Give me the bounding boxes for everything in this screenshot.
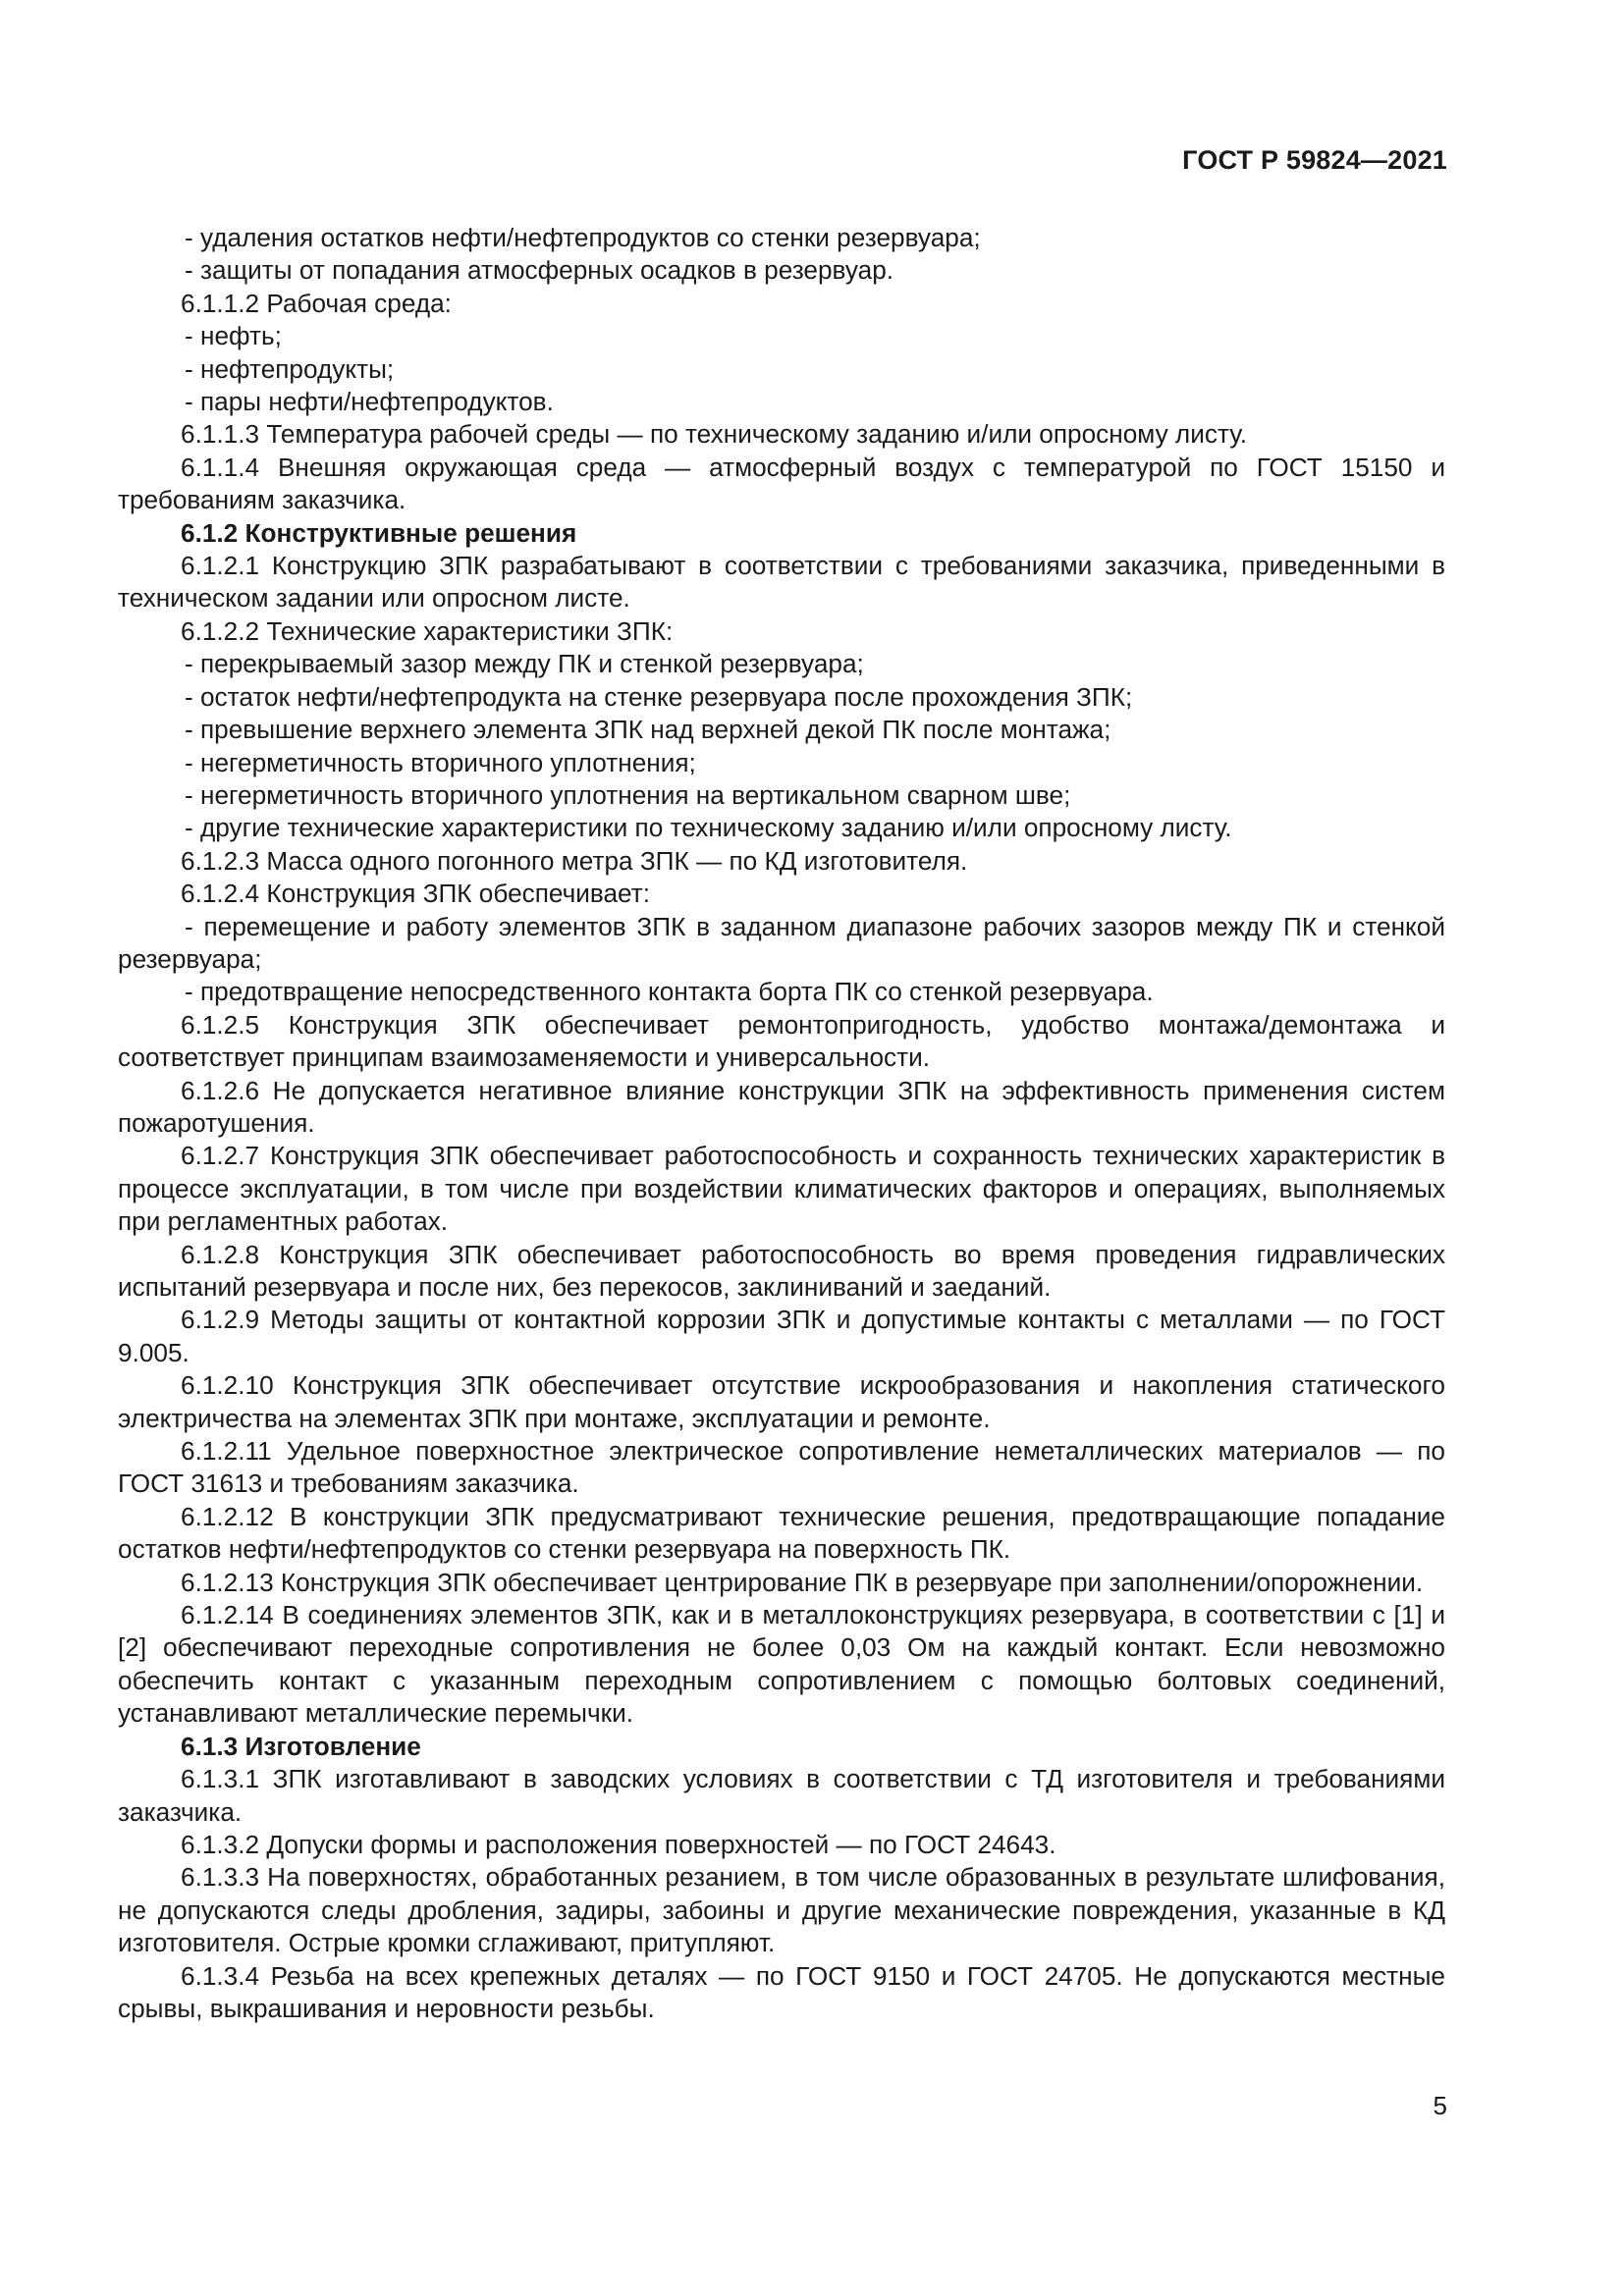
paragraph: 6.1.2.1 Конструкцию ЗПК разрабатывают в соответствии с требованиями заказчика, приведенными в техническом задании или опросном листе.: [118, 551, 1445, 614]
section-heading: 6.1.3 Изготовление: [181, 1731, 421, 1761]
list-item: - нефтепродукты;: [185, 353, 395, 384]
paragraph: 6.1.1.4 Внешняя окружающая среда — атмосферный воздух с температурой по ГОСТ 15150 и требованиям заказчика.: [118, 452, 1445, 515]
paragraph: 6.1.2.8 Конструкция ЗПК обеспечивает работоспособность во время проведения гидравлических испытаний резервуара и после них, без перекосов, заклиниваний и заеданий.: [118, 1239, 1445, 1302]
list-item: - перемещение и работу элементов ЗПК в заданном диапазоне рабочих зазоров между ПК и стенкой резервуара;: [118, 911, 1445, 974]
paragraph: 6.1.2.10 Конструкция ЗПК обеспечивает отсутствие искрообразования и накопления статического электричества на элементах ЗПК при монтаже, эксплуатации и ремонте.: [118, 1370, 1445, 1433]
paragraph: 6.1.3.3 На поверхностях, обработанных резанием, в том числе образованных в результате шлифования, не допускаются следы дробления, задиры, забоины и другие механические повреждения, указанные в КД изготовителя. Острые кромки сглаживают, притупляют.: [118, 1862, 1445, 1958]
paragraph: 6.1.2.7 Конструкция ЗПК обеспечивает работоспособность и сохранность технических характеристик в процессе эксплуатации, в том числе при воздействии климатических факторов и операциях, выполняемых при регламентных работах.: [118, 1141, 1445, 1237]
paragraph: 6.1.2.4 Конструкция ЗПК обеспечивает:: [181, 879, 651, 909]
list-item: - негерметичность вторичного уплотнения на вертикальном сварном шве;: [185, 779, 1071, 810]
paragraph: 6.1.3.1 ЗПК изготавливают в заводских условиях в соответствии с ТД изготовителя и требованиями заказчика.: [118, 1764, 1445, 1827]
paragraph: 6.1.2.14 В соединениях элементов ЗПК, как и в металлоконструкциях резервуара, в соответствии с [1] и [2] обеспечивают переходные сопротивления не более 0,03 Ом на каждый контакт. Если невозможно обеспечить контакт с указанным переходным сопротивлением с помощью болтовых соединений, устанавливают металлические перемычки.: [118, 1600, 1445, 1729]
list-item: - предотвращение непосредственного контакта борта ПК со стенкой резервуара.: [185, 977, 1154, 1007]
paragraph: 6.1.2.6 Не допускается негативное влияние конструкции ЗПК на эффективность применения систем пожаротушения.: [118, 1075, 1445, 1138]
paragraph: 6.1.3.2 Допуски формы и расположения поверхностей — по ГОСТ 24643.: [181, 1829, 1056, 1859]
document-header: ГОСТ Р 59824—2021: [1182, 145, 1447, 175]
list-item: - превышение верхнего элемента ЗПК над верхней декой ПК после монтажа;: [185, 715, 1111, 745]
list-item: - нефть;: [185, 321, 282, 351]
paragraph: 6.1.2.12 В конструкции ЗПК предусматривают технические решения, предотвращающие попадание остатков нефти/нефтепродуктов со стенки резервуара на поверхность ПК.: [118, 1501, 1445, 1565]
list-item: - удаления остатков нефти/нефтепродуктов со стенки резервуара;: [185, 223, 981, 252]
list-item: - негерметичность вторичного уплотнения;: [185, 747, 696, 777]
paragraph: 6.1.2.9 Методы защиты от контактной коррозии ЗПК и допустимые контакты с металлами — по ГОСТ 9.005.: [118, 1305, 1445, 1367]
paragraph: 6.1.2.11 Удельное поверхностное электрическое сопротивление неметаллических материалов — по ГОСТ 31613 и требованиям заказчика.: [118, 1436, 1445, 1499]
paragraph: 6.1.1.3 Температура рабочей среды — по техническому заданию и/или опросному листу.: [181, 419, 1247, 450]
section-heading: 6.1.2 Конструктивные решения: [181, 517, 577, 548]
paragraph: 6.1.1.2 Рабочая среда:: [181, 288, 452, 318]
paragraph: 6.1.3.4 Резьба на всех крепежных деталях — по ГОСТ 9150 и ГОСТ 24705. Не допускаются местные срывы, выкрашивания и неровности резьбы.: [118, 1960, 1445, 2023]
list-item: - остаток нефти/нефтепродукта на стенке резервуара после прохождения ЗПК;: [185, 681, 1133, 712]
list-item: - другие технические характеристики по техническому заданию и/или опросному листу.: [185, 813, 1232, 843]
paragraph: 6.1.2.2 Технические характеристики ЗПК:: [181, 615, 674, 646]
paragraph: 6.1.2.3 Масса одного погонного метра ЗПК — по КД изготовителя.: [181, 845, 968, 876]
document-body: [118, 222, 1445, 2025]
page-number: 5: [1433, 2091, 1447, 2120]
list-item: - защиты от попадания атмосферных осадков в резервуар.: [185, 255, 894, 286]
paragraph: 6.1.2.13 Конструкция ЗПК обеспечивает центрирование ПК в резервуаре при заполнении/опорожнении.: [181, 1567, 1424, 1597]
paragraph: 6.1.2.5 Конструкция ЗПК обеспечивает ремонтопригодность, удобство монтажа/демонтажа и соответствует принципам взаимозаменяемости и универсальности.: [118, 1009, 1445, 1073]
list-item: - пары нефти/нефтепродуктов.: [185, 387, 554, 417]
list-item: - перекрываемый зазор между ПК и стенкой резервуара;: [185, 649, 864, 679]
